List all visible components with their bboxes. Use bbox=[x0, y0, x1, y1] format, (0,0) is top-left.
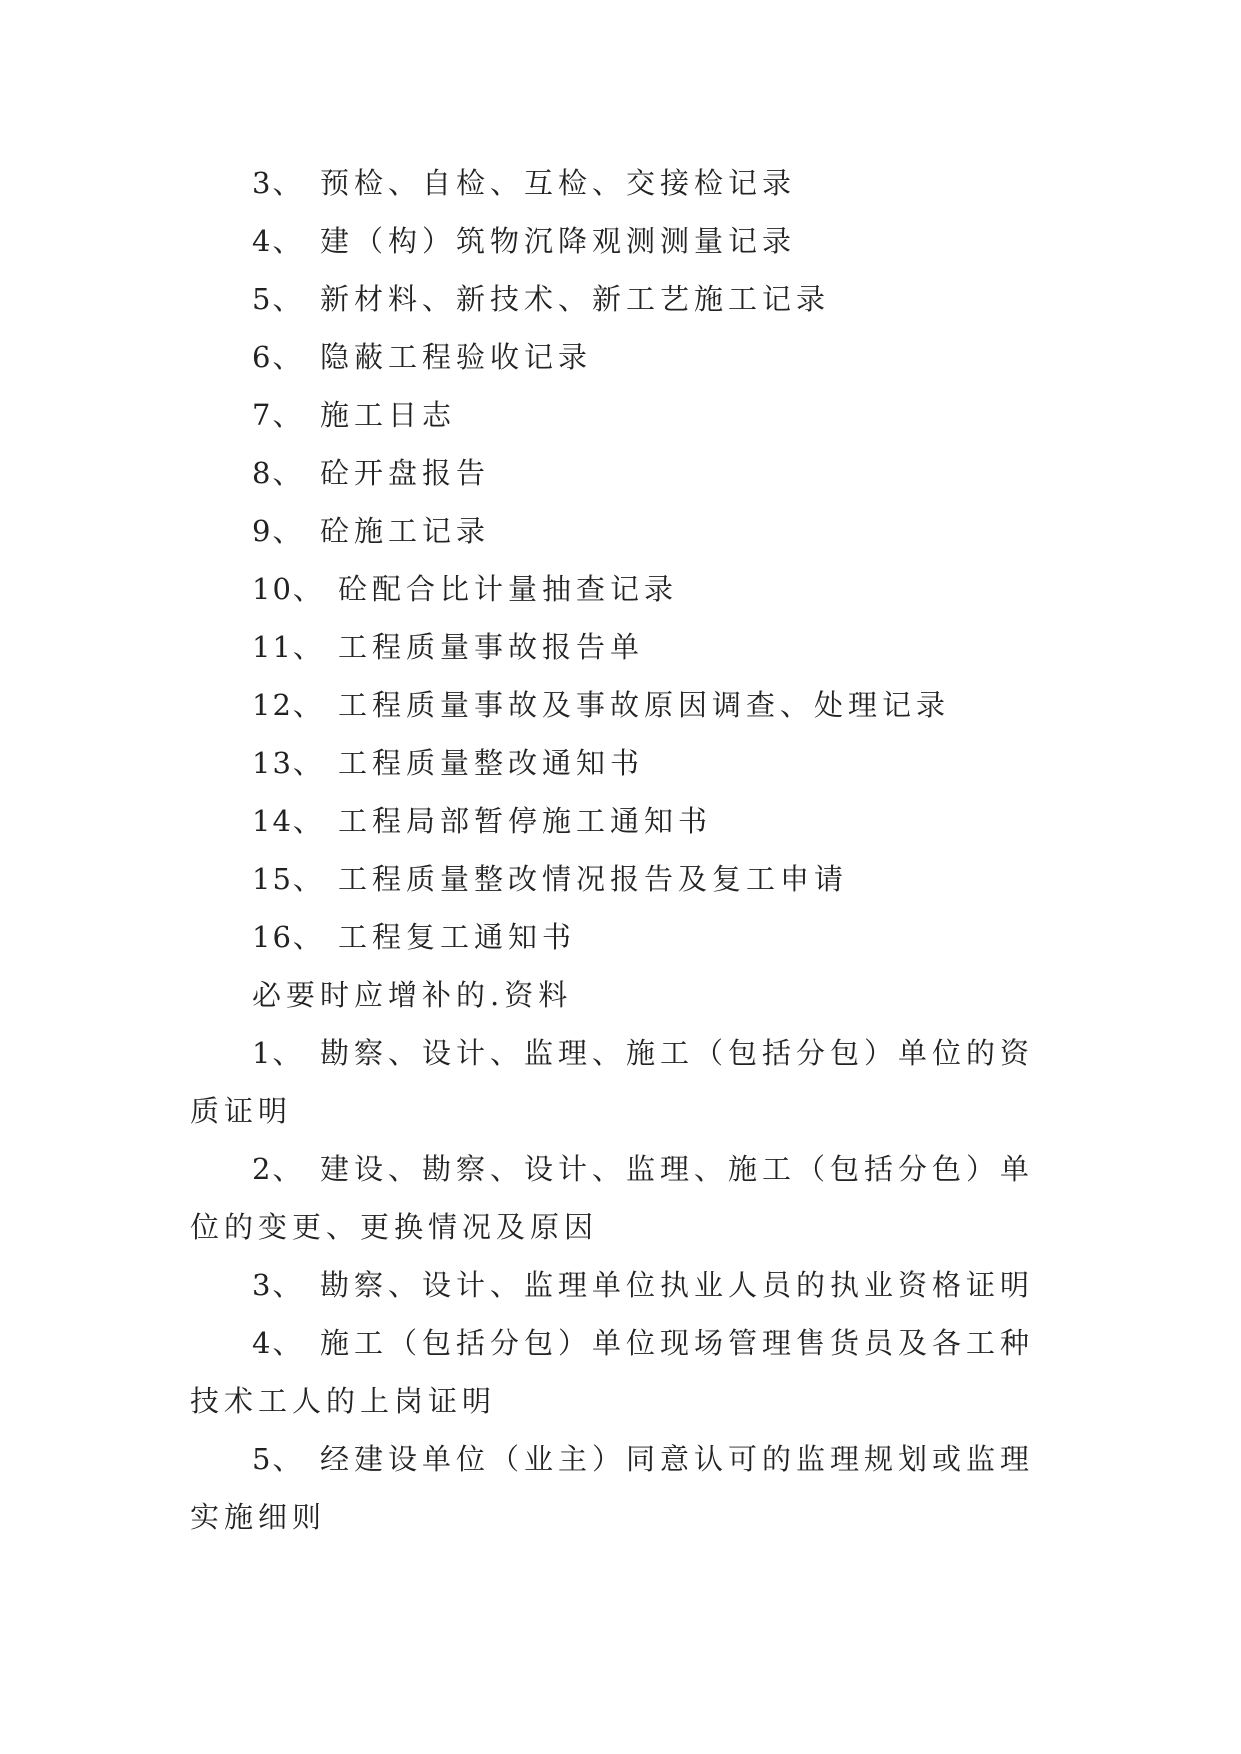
list-item-text: 经建设单位（业主）同意认可的监理规划或监理实施细则 bbox=[190, 1442, 1035, 1534]
list-item-number: 2、 bbox=[252, 1152, 304, 1186]
list-item bbox=[190, 386, 1050, 444]
list-item-number: 5、 bbox=[252, 1442, 304, 1476]
list-item-number: 4、 bbox=[252, 1326, 304, 1360]
list-item-text: 施工日志 bbox=[320, 398, 457, 432]
list-item bbox=[190, 734, 1050, 792]
list-item-number: 6、 bbox=[252, 340, 304, 374]
list-item-text: 建（构）筑物沉降观测测量记录 bbox=[320, 224, 797, 258]
list-item-number: 4、 bbox=[252, 224, 304, 258]
list-item-number: 8、 bbox=[252, 456, 304, 490]
list-item-text: 砼施工记录 bbox=[320, 514, 491, 548]
list-item bbox=[190, 792, 1050, 850]
list-item bbox=[190, 502, 1050, 560]
document-body bbox=[190, 154, 1050, 1546]
list-item-number: 16、 bbox=[252, 920, 324, 954]
list-item bbox=[190, 560, 1050, 618]
list-item bbox=[190, 444, 1050, 502]
list-item-number: 11、 bbox=[252, 630, 324, 664]
list-item-number: 1、 bbox=[252, 1036, 304, 1070]
list-item bbox=[190, 270, 1050, 328]
list-item bbox=[190, 212, 1050, 270]
list-item bbox=[190, 618, 1050, 676]
list-item-text: 施工（包括分包）单位现场管理售货员及各工种技术工人的上岗证明 bbox=[190, 1326, 1035, 1418]
list-item-number: 14、 bbox=[252, 804, 324, 838]
list-item-text: 工程局部暂停施工通知书 bbox=[338, 804, 713, 838]
list-item-text: 工程质量整改通知书 bbox=[338, 746, 645, 780]
list-item-text: 工程复工通知书 bbox=[338, 920, 577, 954]
list-item-number: 10、 bbox=[252, 572, 324, 606]
list-item bbox=[190, 1140, 1050, 1256]
list-item-number: 13、 bbox=[252, 746, 324, 780]
list-item-text: 工程质量整改情况报告及复工申请 bbox=[338, 862, 849, 896]
list-item-text: 隐蔽工程验收记录 bbox=[320, 340, 593, 374]
list-item-text: 工程质量事故报告单 bbox=[338, 630, 645, 664]
section-heading: 必要时应增补的.资料 bbox=[252, 978, 573, 1012]
list-item-text: 预检、自检、互检、交接检记录 bbox=[320, 166, 797, 200]
list-item bbox=[190, 1024, 1050, 1140]
list-item-number: 12、 bbox=[252, 688, 324, 722]
list-item bbox=[190, 328, 1050, 386]
list-item bbox=[190, 676, 1050, 734]
list-item-number: 5、 bbox=[252, 282, 304, 316]
list-item-text: 砼开盘报告 bbox=[320, 456, 491, 490]
list-item-number: 9、 bbox=[252, 514, 304, 548]
list-item-number: 3、 bbox=[252, 166, 304, 200]
list-item-text: 建设、勘察、设计、监理、施工（包括分色）单位的变更、更换情况及原因 bbox=[190, 1152, 1035, 1244]
list-item-number: 7、 bbox=[252, 398, 304, 432]
list-item bbox=[190, 1430, 1050, 1546]
list-item bbox=[190, 850, 1050, 908]
list-item-number: 3、 bbox=[252, 1268, 304, 1302]
list-item-text: 工程质量事故及事故原因调查、处理记录 bbox=[338, 688, 951, 722]
list-item-text: 勘察、设计、监理、施工（包括分包）单位的资质证明 bbox=[190, 1036, 1035, 1128]
list-item bbox=[190, 154, 1050, 212]
list-item-text: 砼配合比计量抽查记录 bbox=[338, 572, 679, 606]
list-item-text: 勘察、设计、监理单位执业人员的执业资格证明 bbox=[320, 1268, 1035, 1302]
list-item bbox=[190, 1314, 1050, 1430]
list-item-number: 15、 bbox=[252, 862, 324, 896]
list-item bbox=[190, 908, 1050, 966]
list-item-text: 新材料、新技术、新工艺施工记录 bbox=[320, 282, 831, 316]
list-item bbox=[190, 1256, 1050, 1314]
